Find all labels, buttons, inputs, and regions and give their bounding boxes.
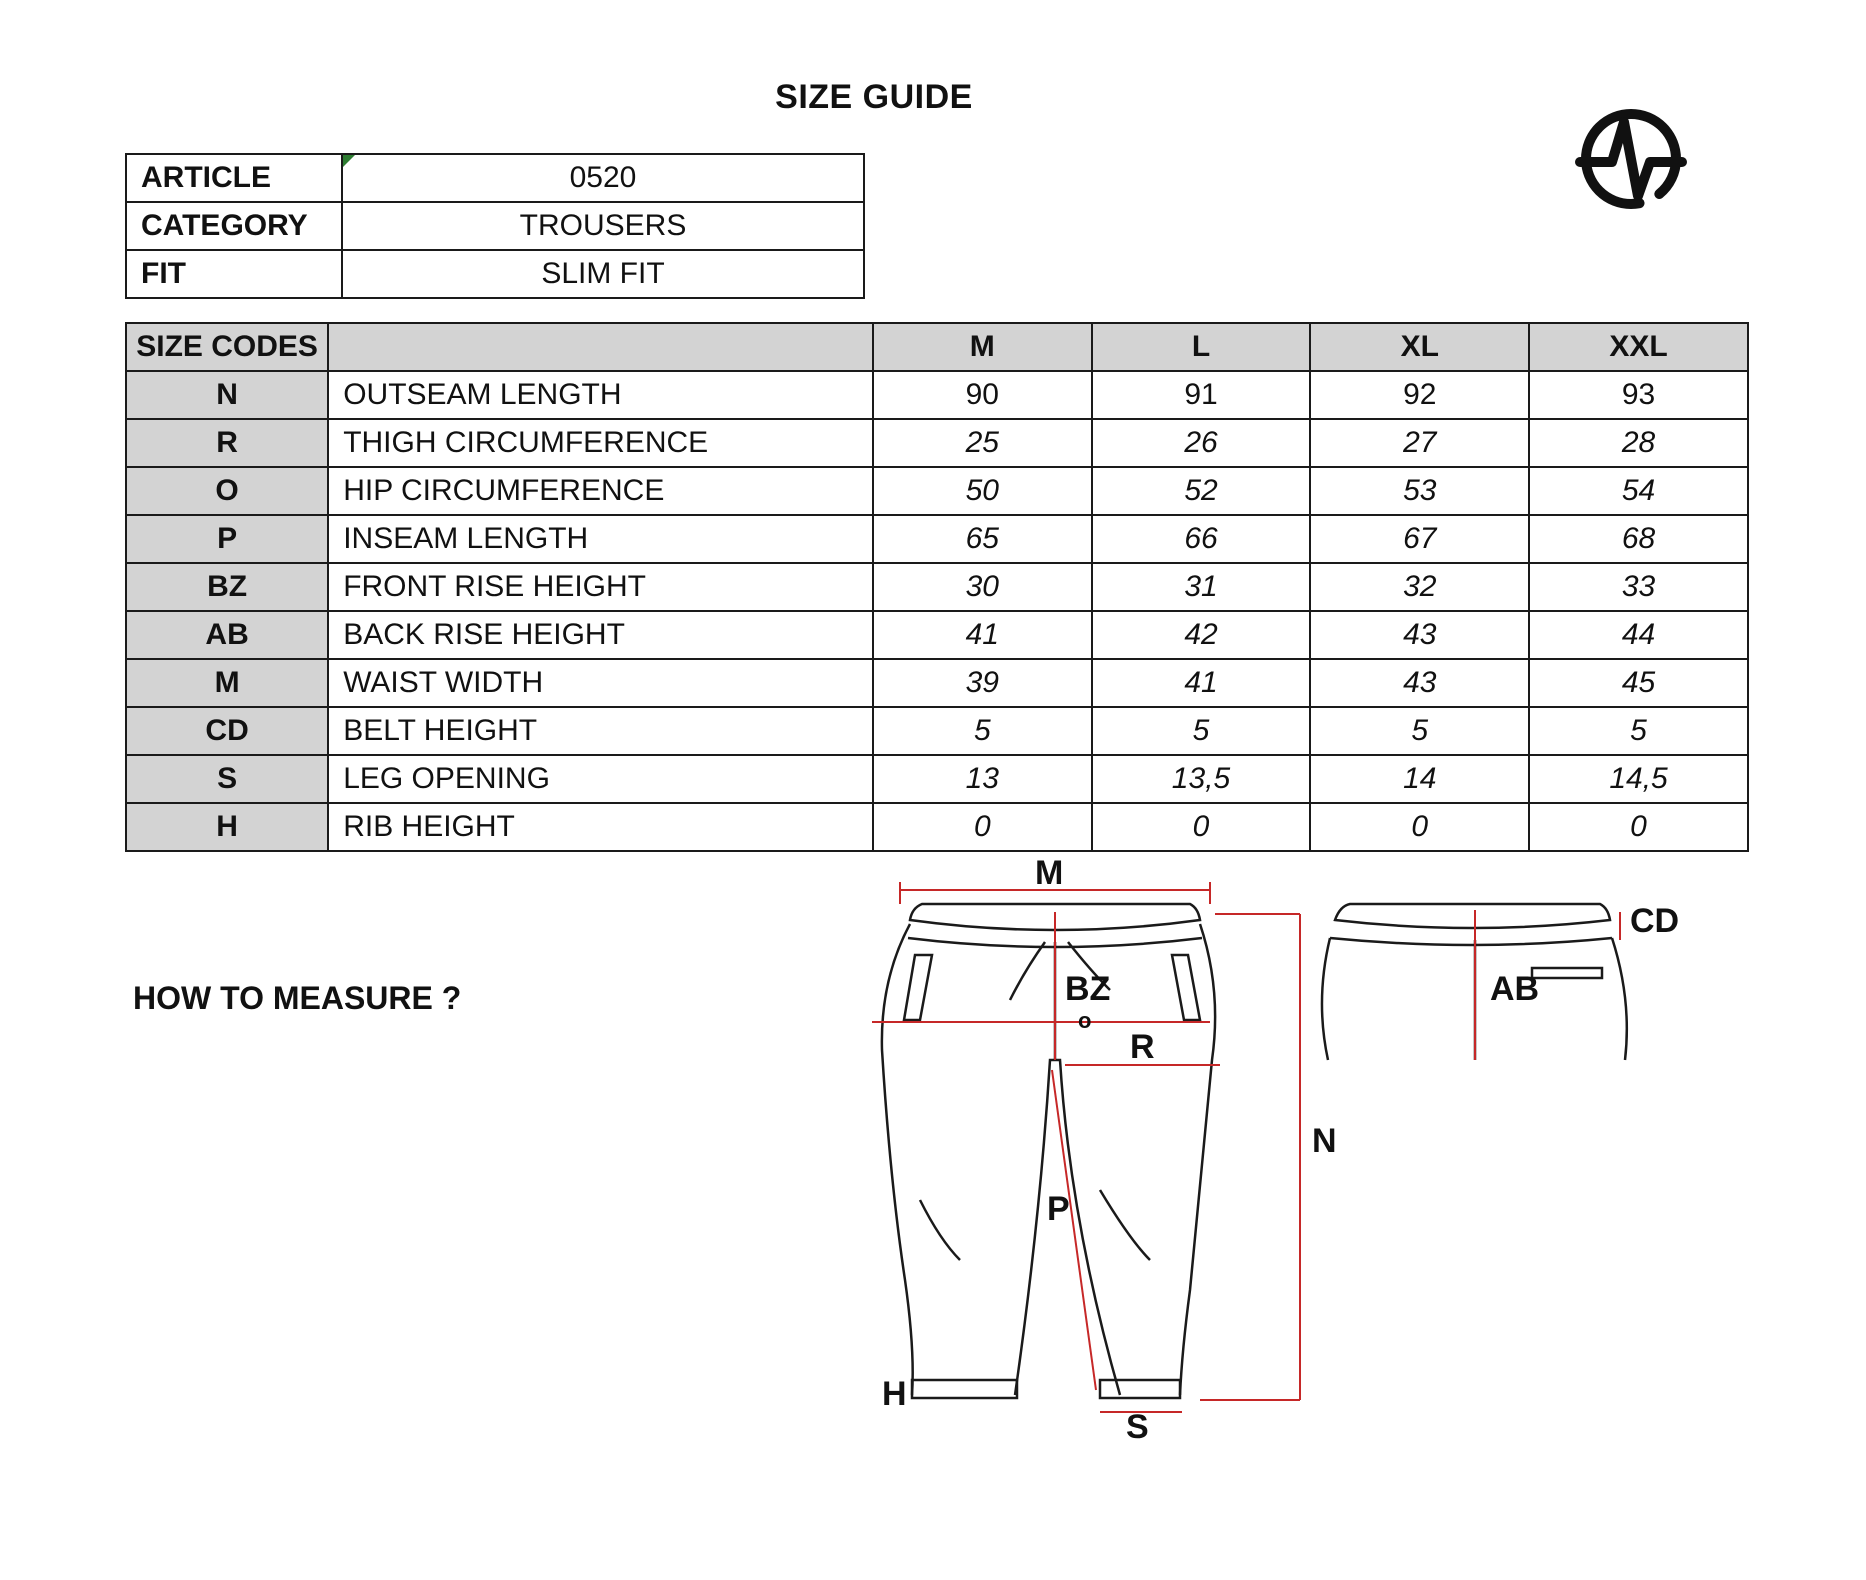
label-o: o [1078, 1008, 1092, 1033]
measure-lines [872, 882, 1620, 1412]
info-row-fit [126, 250, 864, 298]
table-row [126, 659, 1748, 707]
size-code: N [126, 371, 328, 419]
page-title: SIZE GUIDE [775, 78, 973, 116]
size-value: 13,5 [1092, 755, 1311, 803]
size-value: 43 [1310, 611, 1529, 659]
info-label: CATEGORY [126, 202, 342, 250]
size-value: 91 [1092, 371, 1311, 419]
info-row-category [126, 202, 864, 250]
size-value: 50 [873, 467, 1091, 515]
size-value: 5 [1529, 707, 1748, 755]
info-value: SLIM FIT [342, 250, 864, 298]
size-value: 66 [1092, 515, 1311, 563]
trousers-measurement-diagram [860, 860, 1760, 1440]
size-value: 53 [1310, 467, 1529, 515]
size-value: 5 [1092, 707, 1311, 755]
label-s: S [1126, 1408, 1149, 1440]
size-table-header [126, 323, 1748, 371]
label-m: M [1035, 860, 1064, 892]
header-size-l: L [1092, 323, 1311, 371]
size-value: 32 [1310, 563, 1529, 611]
size-value: 0 [1092, 803, 1311, 851]
size-value: 93 [1529, 371, 1748, 419]
table-row [126, 563, 1748, 611]
size-value: 43 [1310, 659, 1529, 707]
measure-name: BELT HEIGHT [328, 707, 873, 755]
size-value: 42 [1092, 611, 1311, 659]
how-to-measure-heading: HOW TO MEASURE ? [133, 980, 462, 1016]
size-value: 27 [1310, 419, 1529, 467]
info-label: ARTICLE [126, 154, 342, 202]
measure-name: RIB HEIGHT [328, 803, 873, 851]
table-row [126, 803, 1748, 851]
table-row [126, 755, 1748, 803]
table-row [126, 419, 1748, 467]
size-code: M [126, 659, 328, 707]
size-code: O [126, 467, 328, 515]
size-value: 28 [1529, 419, 1748, 467]
size-value: 52 [1092, 467, 1311, 515]
size-code: P [126, 515, 328, 563]
label-n: N [1312, 1122, 1337, 1160]
header-measure [328, 323, 873, 371]
size-value: 39 [873, 659, 1091, 707]
wave-circle-logo-icon [1572, 100, 1690, 218]
label-cd: CD [1630, 902, 1680, 940]
size-value: 13 [873, 755, 1091, 803]
header-size-xxl: XXL [1529, 323, 1748, 371]
size-code: R [126, 419, 328, 467]
article-info-table [125, 153, 865, 299]
size-value: 5 [1310, 707, 1529, 755]
table-row [126, 371, 1748, 419]
table-row [126, 611, 1748, 659]
measure-name: FRONT RISE HEIGHT [328, 563, 873, 611]
size-code: S [126, 755, 328, 803]
header-size-codes: SIZE CODES [126, 323, 328, 371]
measure-name: HIP CIRCUMFERENCE [328, 467, 873, 515]
front-trousers-outline [882, 904, 1215, 1398]
size-value: 31 [1092, 563, 1311, 611]
size-value: 92 [1310, 371, 1529, 419]
measure-name: THIGH CIRCUMFERENCE [328, 419, 873, 467]
info-value: TROUSERS [342, 202, 864, 250]
info-row-article [126, 154, 864, 202]
size-value: 0 [1310, 803, 1529, 851]
measure-name: INSEAM LENGTH [328, 515, 873, 563]
measure-name: WAIST WIDTH [328, 659, 873, 707]
size-value: 67 [1310, 515, 1529, 563]
size-value: 0 [873, 803, 1091, 851]
size-value: 44 [1529, 611, 1748, 659]
cell-marker [343, 155, 355, 167]
size-value: 33 [1529, 563, 1748, 611]
size-value: 5 [873, 707, 1091, 755]
table-row [126, 467, 1748, 515]
size-code: CD [126, 707, 328, 755]
size-value: 41 [1092, 659, 1311, 707]
size-value: 68 [1529, 515, 1748, 563]
measure-name: LEG OPENING [328, 755, 873, 803]
size-table [125, 322, 1749, 852]
size-code: BZ [126, 563, 328, 611]
size-value: 14,5 [1529, 755, 1748, 803]
table-row [126, 515, 1748, 563]
label-bz: BZ [1065, 970, 1111, 1008]
size-value: 45 [1529, 659, 1748, 707]
size-value: 54 [1529, 467, 1748, 515]
size-code: H [126, 803, 328, 851]
info-value-text: 0520 [569, 161, 637, 194]
size-value: 41 [873, 611, 1091, 659]
measure-name: BACK RISE HEIGHT [328, 611, 873, 659]
size-table-body [126, 371, 1748, 851]
size-value: 26 [1092, 419, 1311, 467]
label-ab: AB [1490, 970, 1540, 1008]
size-value: 14 [1310, 755, 1529, 803]
size-value: 65 [873, 515, 1091, 563]
size-value: 25 [873, 419, 1091, 467]
label-p: P [1047, 1190, 1070, 1228]
size-value: 90 [873, 371, 1091, 419]
header-size-xl: XL [1310, 323, 1529, 371]
header-size-m: M [873, 323, 1091, 371]
table-row [126, 707, 1748, 755]
size-value: 0 [1529, 803, 1748, 851]
label-h: H [882, 1375, 907, 1413]
measure-name: OUTSEAM LENGTH [328, 371, 873, 419]
label-r: R [1130, 1028, 1155, 1066]
size-code: AB [126, 611, 328, 659]
size-value: 30 [873, 563, 1091, 611]
info-value [342, 154, 864, 202]
info-label: FIT [126, 250, 342, 298]
